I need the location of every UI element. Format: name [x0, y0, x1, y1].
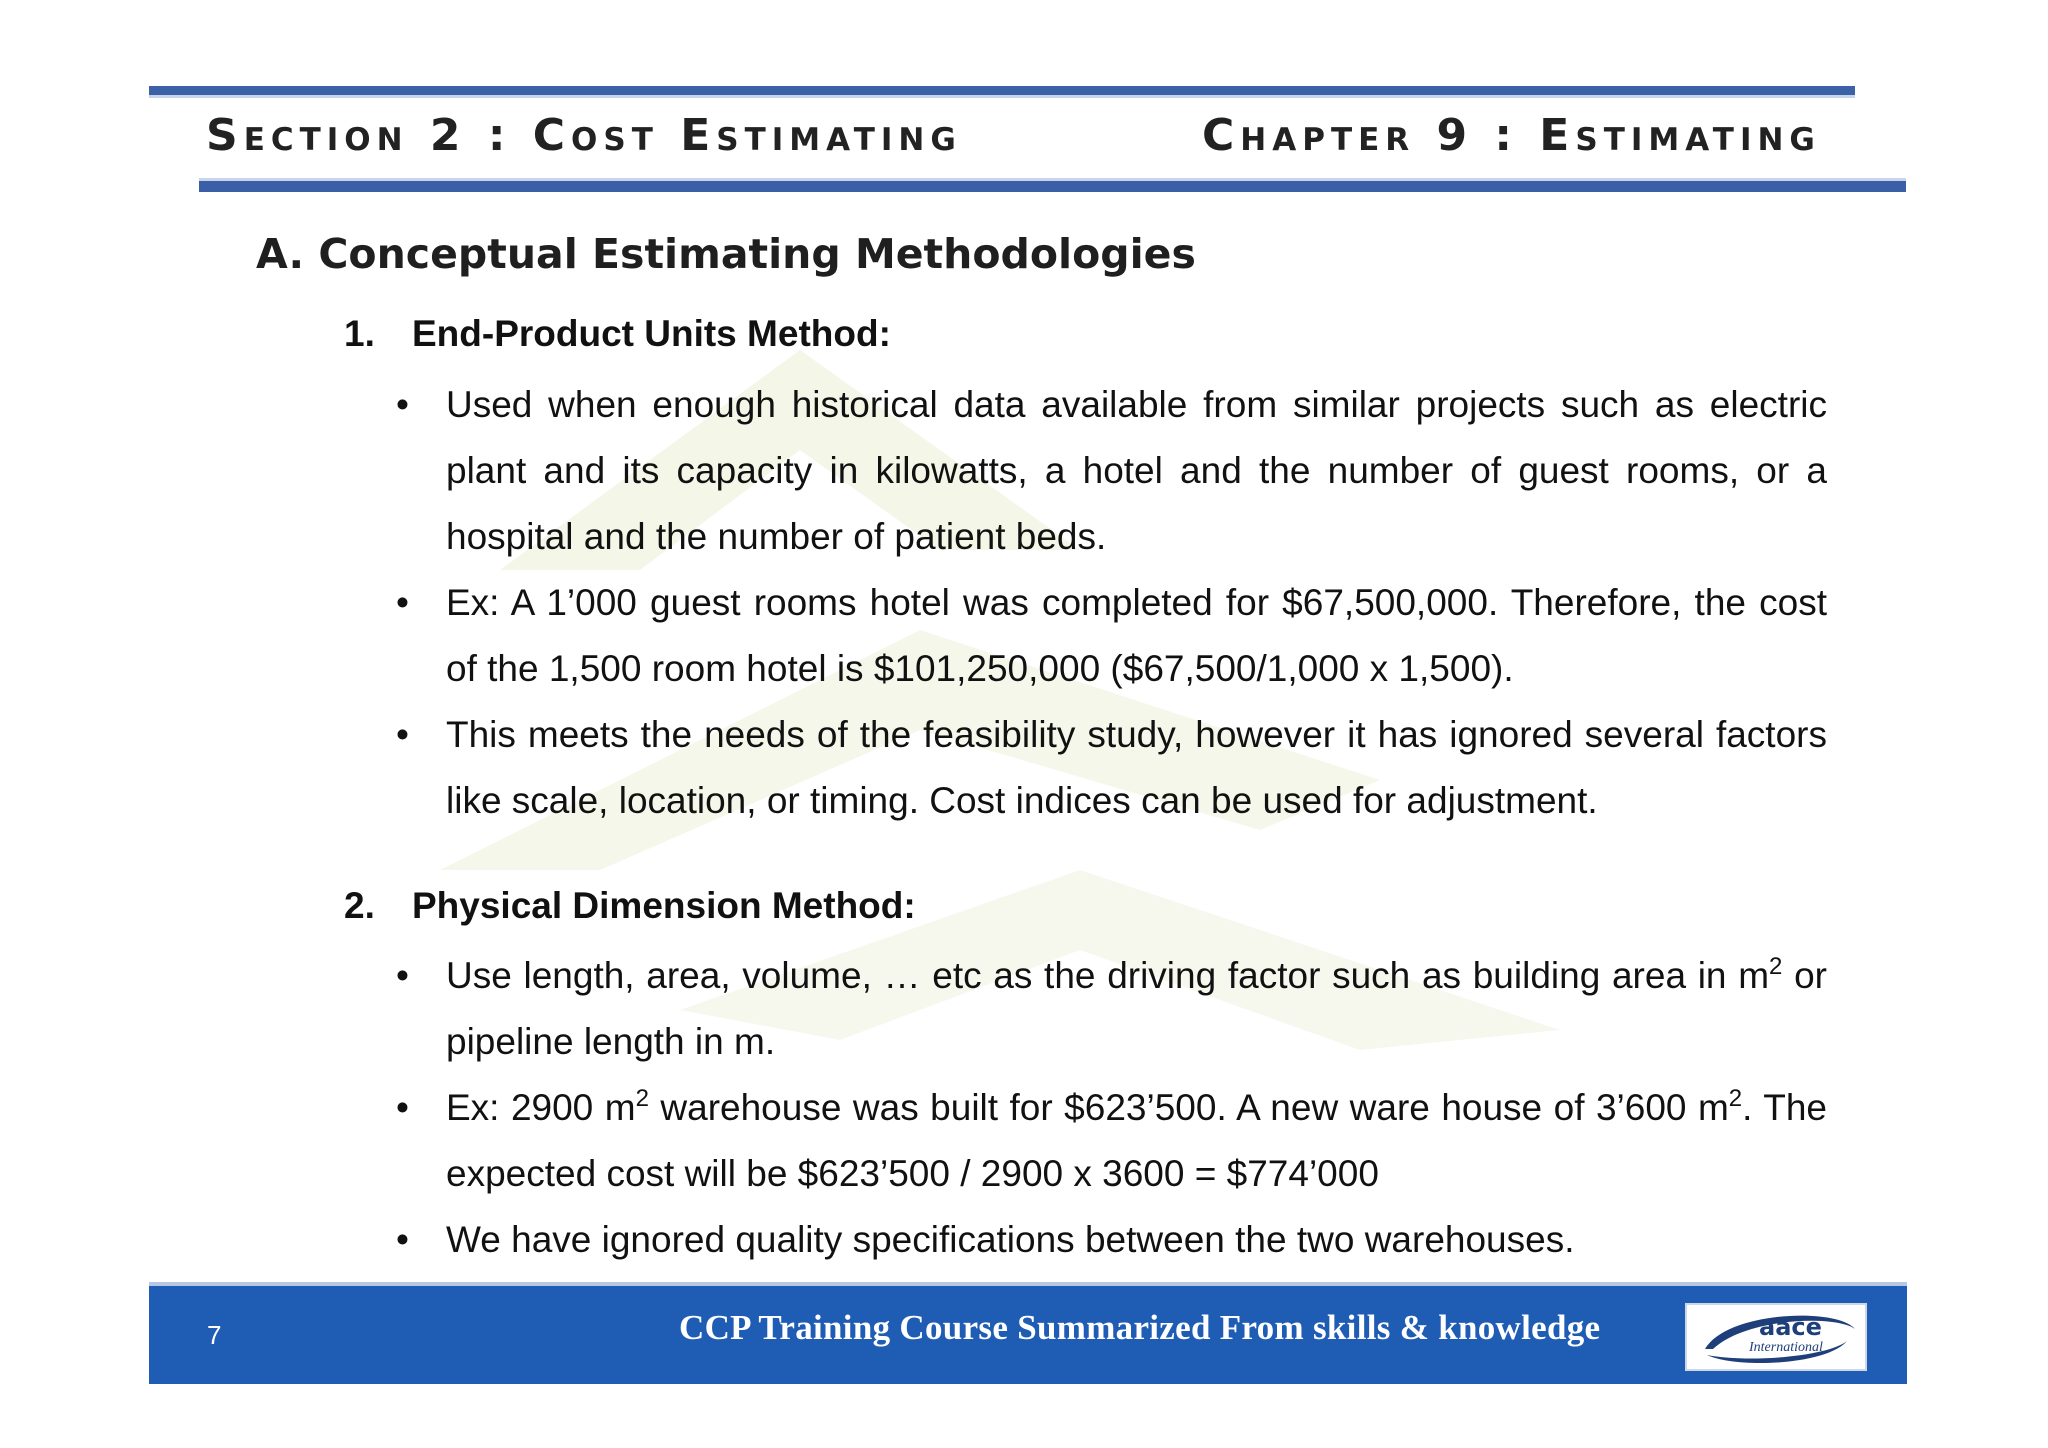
header-rule-top [149, 86, 1855, 95]
method-1-number: 1. [344, 313, 375, 354]
method-2-label: Physical Dimension Method: [412, 885, 916, 926]
superscript: 2 [635, 1085, 649, 1112]
method-2-bullet-3: • We have ignored quality specifications between the two warehouses. [446, 1207, 1827, 1273]
bullet-text: Use length, area, volume, … etc as the driving factor such as building area in m [446, 955, 1770, 996]
method-2-bullet-2 [446, 1075, 1827, 1207]
bullet-text: or pipeline length in m. [446, 955, 1827, 1062]
superscript: 2 [1769, 953, 1783, 980]
method-1-bullet-3: • This meets the needs of the feasibility study, however it has ignored several factors like scale, location, or timing. Cost indices can be used for adjustment. [446, 702, 1827, 834]
footer-text: CCP Training Course Summarized From skills & knowledge [679, 1308, 1601, 1347]
method-2-title [344, 882, 916, 930]
footer-band [149, 1286, 1907, 1384]
section-title: Section 2 : Cost Estimating [206, 110, 962, 161]
superscript: 2 [1728, 1085, 1743, 1112]
chapter-title: Chapter 9 : Estimating [1202, 110, 1821, 161]
bullet-text: . The expected cost will be $623’500 / 2900 x 3600 = $774’000 [446, 1087, 1828, 1194]
method-2-number: 2. [344, 885, 375, 926]
aace-logo [1685, 1303, 1867, 1371]
bullet-text: Ex: 2900 m [446, 1087, 636, 1128]
section-heading: A. Conceptual Estimating Methodologies [256, 230, 1196, 278]
aace-logo-icon [1687, 1305, 1865, 1369]
logo-sub-text: International [1749, 1340, 1823, 1355]
method-2-bullet-1 [446, 943, 1827, 1075]
page-number: 7 [207, 1320, 222, 1350]
method-1-bullet-1: • Used when enough historical data available from similar projects such as electric plant and its capacity in kilowatts, a hotel and the number of guest rooms, or a hospital and the number of patient beds. [446, 372, 1827, 570]
method-1-bullet-2: • Ex: A 1’000 guest rooms hotel was completed for $67,500,000. Therefore, the cost of the 1,500 room hotel is $101,250,000 ($67,500/1,000 x 1,500). [446, 570, 1827, 702]
bullet-text: warehouse was built for $623’500. A new ware house of 3’600 m [648, 1087, 1729, 1128]
method-1-title [344, 310, 891, 358]
header-rule-bottom [199, 181, 1906, 192]
logo-main-text: aace [1759, 1313, 1822, 1341]
method-1-label: End-Product Units Method: [412, 313, 891, 354]
